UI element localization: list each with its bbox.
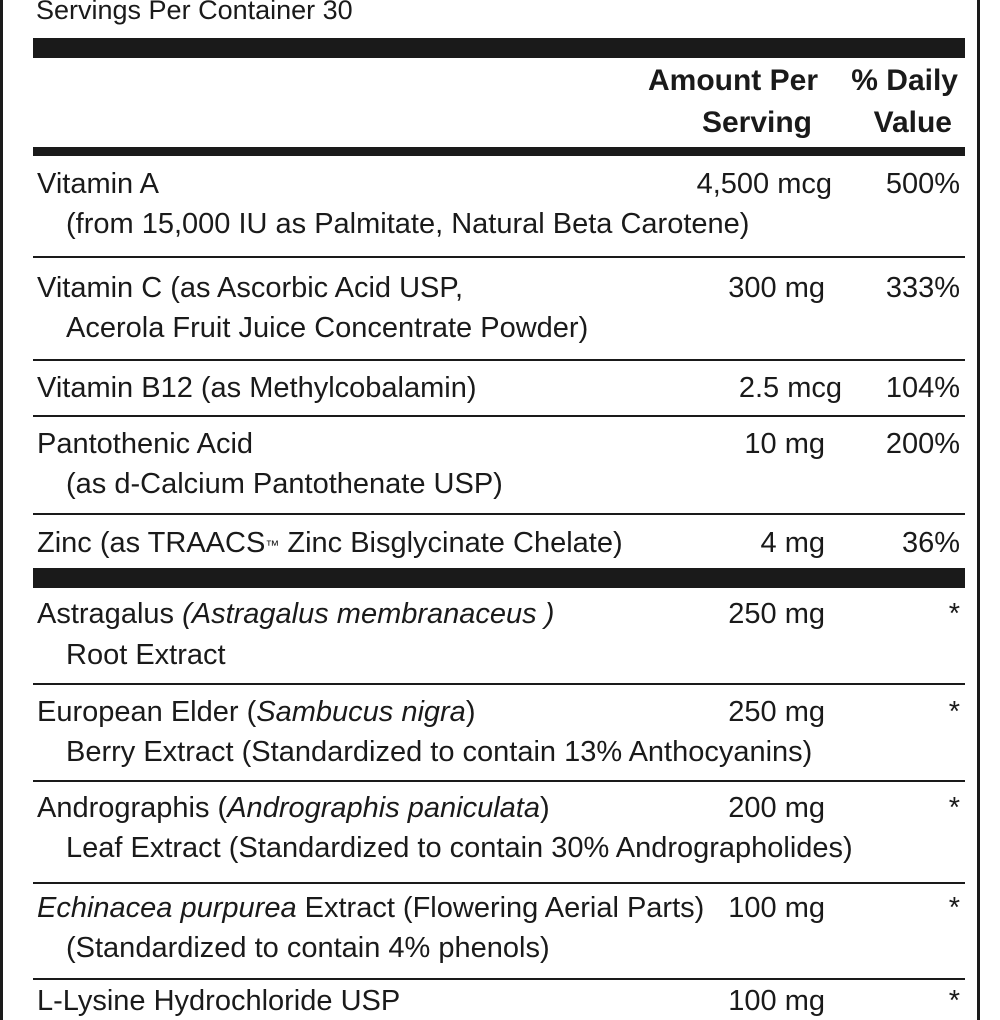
thick-divider-middle xyxy=(33,568,965,588)
row-daily-value: 36% xyxy=(901,527,960,559)
row-divider xyxy=(33,780,965,782)
row-detail: Berry Extract (Standardized to contain 13% Anthocyanins) xyxy=(66,736,813,768)
row-amount: 4,500 mcg xyxy=(696,168,832,200)
row-daily-value: 200% xyxy=(885,428,960,460)
row-name: Pantothenic Acid xyxy=(37,428,254,460)
row-divider xyxy=(33,256,965,258)
row-detail: Acerola Fruit Juice Concentrate Powder) xyxy=(66,312,589,344)
row-detail: (from 15,000 IU as Palmitate, Natural Beta Carotene) xyxy=(66,208,750,240)
row-detail: (as d-Calcium Pantothenate USP) xyxy=(66,468,503,500)
row-daily-value: * xyxy=(948,792,960,824)
medium-divider-header xyxy=(33,147,965,156)
latin-name: Sambucus nigra xyxy=(256,696,466,728)
row-amount: 2.5 mcg xyxy=(738,372,842,404)
row-amount: 200 mg xyxy=(728,792,825,824)
row-amount: 300 mg xyxy=(728,272,825,304)
row-name: Andrographis (Andrographis paniculata) xyxy=(37,792,550,824)
row-divider xyxy=(33,882,965,884)
row-divider xyxy=(33,978,965,980)
row-name: Vitamin C (as Ascorbic Acid USP, xyxy=(37,272,464,304)
header-daily-value: % Daily Value xyxy=(851,64,958,139)
row-divider xyxy=(33,359,965,361)
latin-name: Andrographis paniculata xyxy=(227,792,540,824)
row-daily-value: 500% xyxy=(885,168,960,200)
row-daily-value: * xyxy=(948,985,960,1017)
row-name: European Elder (Sambucus nigra) xyxy=(37,696,476,728)
thick-divider-top xyxy=(33,38,965,58)
row-daily-value: * xyxy=(948,598,960,630)
row-name: Zinc (as TRAACS™ Zinc Bisglycinate Chelate) xyxy=(37,527,623,559)
row-detail: Leaf Extract (Standardized to contain 30% Andrographolides) xyxy=(66,832,853,864)
row-divider xyxy=(33,513,965,515)
row-name: Astragalus (Astragalus membranaceus ) xyxy=(37,598,555,630)
row-divider xyxy=(33,415,965,417)
trademark-symbol: ™ xyxy=(265,537,280,553)
latin-name: Echinacea purpurea xyxy=(37,892,297,924)
row-amount: 4 mg xyxy=(760,527,825,559)
row-daily-value: * xyxy=(948,892,960,924)
servings-per-container: Servings Per Container 30 xyxy=(36,0,353,25)
row-amount: 250 mg xyxy=(728,598,825,630)
header-amount-per-serving: Amount Per Serving xyxy=(647,64,818,139)
row-detail: (Standardized to contain 4% phenols) xyxy=(66,932,550,964)
row-detail: Root Extract xyxy=(66,639,226,671)
row-daily-value: 104% xyxy=(885,372,960,404)
row-daily-value: * xyxy=(948,696,960,728)
row-amount: 100 mg xyxy=(728,892,825,924)
row-name: Echinacea purpurea Extract (Flowering Aerial Parts) xyxy=(37,892,705,924)
row-name: Vitamin A xyxy=(37,168,159,200)
row-amount: 250 mg xyxy=(728,696,825,728)
latin-name: (Astragalus membranaceus ) xyxy=(182,598,555,630)
row-divider xyxy=(33,683,965,685)
row-daily-value: 333% xyxy=(885,272,960,304)
row-name: L-Lysine Hydrochloride USP xyxy=(37,985,401,1017)
row-amount: 100 mg xyxy=(728,985,825,1017)
row-amount: 10 mg xyxy=(744,428,825,460)
row-name: Vitamin B12 (as Methylcobalamin) xyxy=(37,372,477,404)
